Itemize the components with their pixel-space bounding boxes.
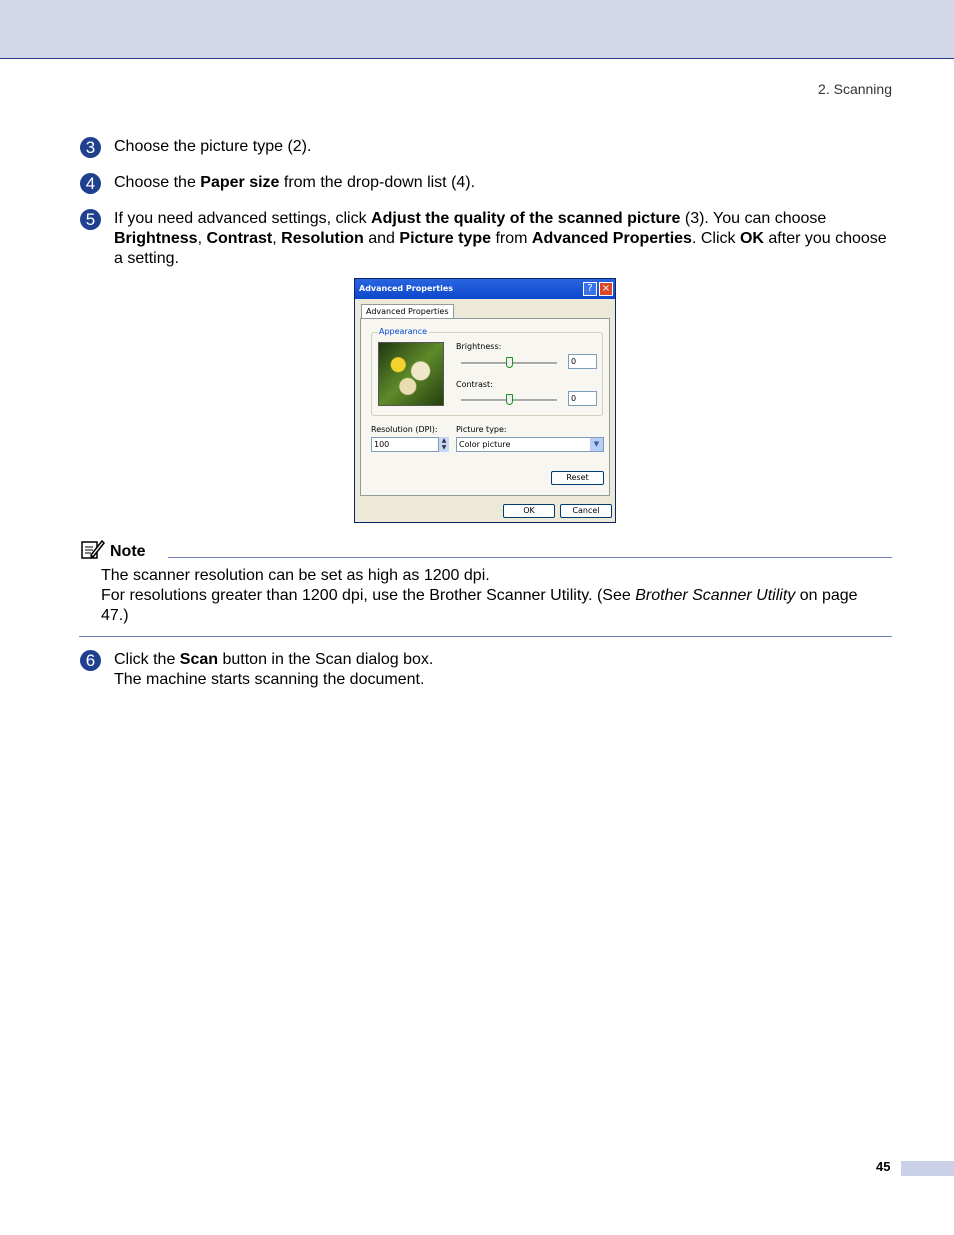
step-text-run: (3). You can choose [680, 210, 827, 227]
chevron-down-icon[interactable]: ▼ [590, 438, 603, 451]
step-text [114, 209, 894, 269]
advanced-properties-dialog [354, 278, 616, 523]
bold-term: OK [739, 230, 764, 247]
page-number: 45 [876, 1159, 891, 1174]
page-tab-marker [901, 1161, 954, 1176]
preview-image [378, 342, 444, 406]
step-text-run: button in the Scan dialog box. [218, 651, 434, 668]
note-bottom-rule [79, 636, 892, 637]
contrast-slider-thumb[interactable] [506, 394, 513, 405]
note-pencil-icon [81, 538, 105, 560]
bold-term: Contrast [206, 230, 273, 247]
bold-term: Brightness [114, 230, 198, 247]
top-header-band [0, 0, 954, 59]
step-text-run: from the drop-down list (4). [279, 174, 476, 191]
bold-term: Adjust the quality of the scanned picture [371, 210, 681, 227]
step-text-run: from [491, 230, 532, 247]
step-text [114, 173, 894, 193]
note-line-2-text: For resolutions greater than 1200 dpi, use the Brother Scanner Utility. (See [101, 587, 636, 604]
step-text-run: , [272, 230, 282, 247]
help-button[interactable]: ? [583, 282, 597, 296]
step-text-run: If you need advanced settings, click [114, 210, 372, 227]
resolution-input[interactable]: 100 [371, 437, 449, 452]
step-text [114, 650, 894, 690]
step-number-badge: 3 [80, 137, 101, 158]
reset-button[interactable]: Reset [551, 471, 604, 485]
step-text-run: , [197, 230, 207, 247]
note-line-2-end: on page 47.) [101, 587, 858, 624]
close-button[interactable]: × [599, 282, 613, 296]
contrast-label: Contrast: [456, 380, 493, 389]
bold-term: Scan [179, 651, 219, 668]
step-text-run: Choose the picture type (2). [114, 138, 312, 155]
step-text [114, 137, 894, 157]
note-top-rule [168, 557, 892, 558]
note-line-2 [101, 586, 881, 626]
dialog-title: Advanced Properties [355, 279, 615, 299]
bold-term: Picture type [399, 230, 491, 247]
brightness-label: Brightness: [456, 342, 502, 351]
step-6-line-1 [114, 650, 894, 670]
ok-button[interactable]: OK [503, 504, 555, 518]
resolution-label: Resolution (DPI): [371, 425, 438, 434]
step-number-badge: 5 [80, 209, 101, 230]
tab-advanced-properties[interactable]: Advanced Properties [361, 304, 454, 319]
step-text-run: Click the [114, 651, 180, 668]
note-reference-link: Brother Scanner Utility [635, 587, 796, 604]
appearance-group-label: Appearance [379, 327, 428, 336]
tab-panel [360, 318, 610, 496]
cancel-button[interactable]: Cancel [560, 504, 612, 518]
step-text-run: and [363, 230, 400, 247]
note-title: Note [110, 543, 146, 560]
step-text-run: after you choose a setting. [114, 230, 887, 267]
note-body [101, 566, 881, 626]
section-heading: 2. Scanning [818, 81, 892, 97]
bold-term: Resolution [281, 230, 364, 247]
step-text-run: Choose the [114, 174, 201, 191]
picture-type-label: Picture type: [456, 425, 507, 434]
contrast-input[interactable]: 0 [568, 391, 597, 406]
step-6-line-2: The machine starts scanning the document. [114, 671, 425, 688]
bold-term: Paper size [200, 174, 280, 191]
brightness-slider-thumb[interactable] [506, 357, 513, 368]
resolution-spinner[interactable]: ▲ ▼ [438, 437, 449, 452]
bold-term: Advanced Properties [531, 230, 692, 247]
step-number-badge: 4 [80, 173, 101, 194]
picture-type-select[interactable]: Color picture [456, 437, 604, 452]
brightness-input[interactable]: 0 [568, 354, 597, 369]
note-line-1: The scanner resolution can be set as high as 1200 dpi. [101, 567, 490, 584]
step-number-badge: 6 [80, 650, 101, 671]
step-text-run: . Click [691, 230, 740, 247]
appearance-group [371, 327, 603, 416]
